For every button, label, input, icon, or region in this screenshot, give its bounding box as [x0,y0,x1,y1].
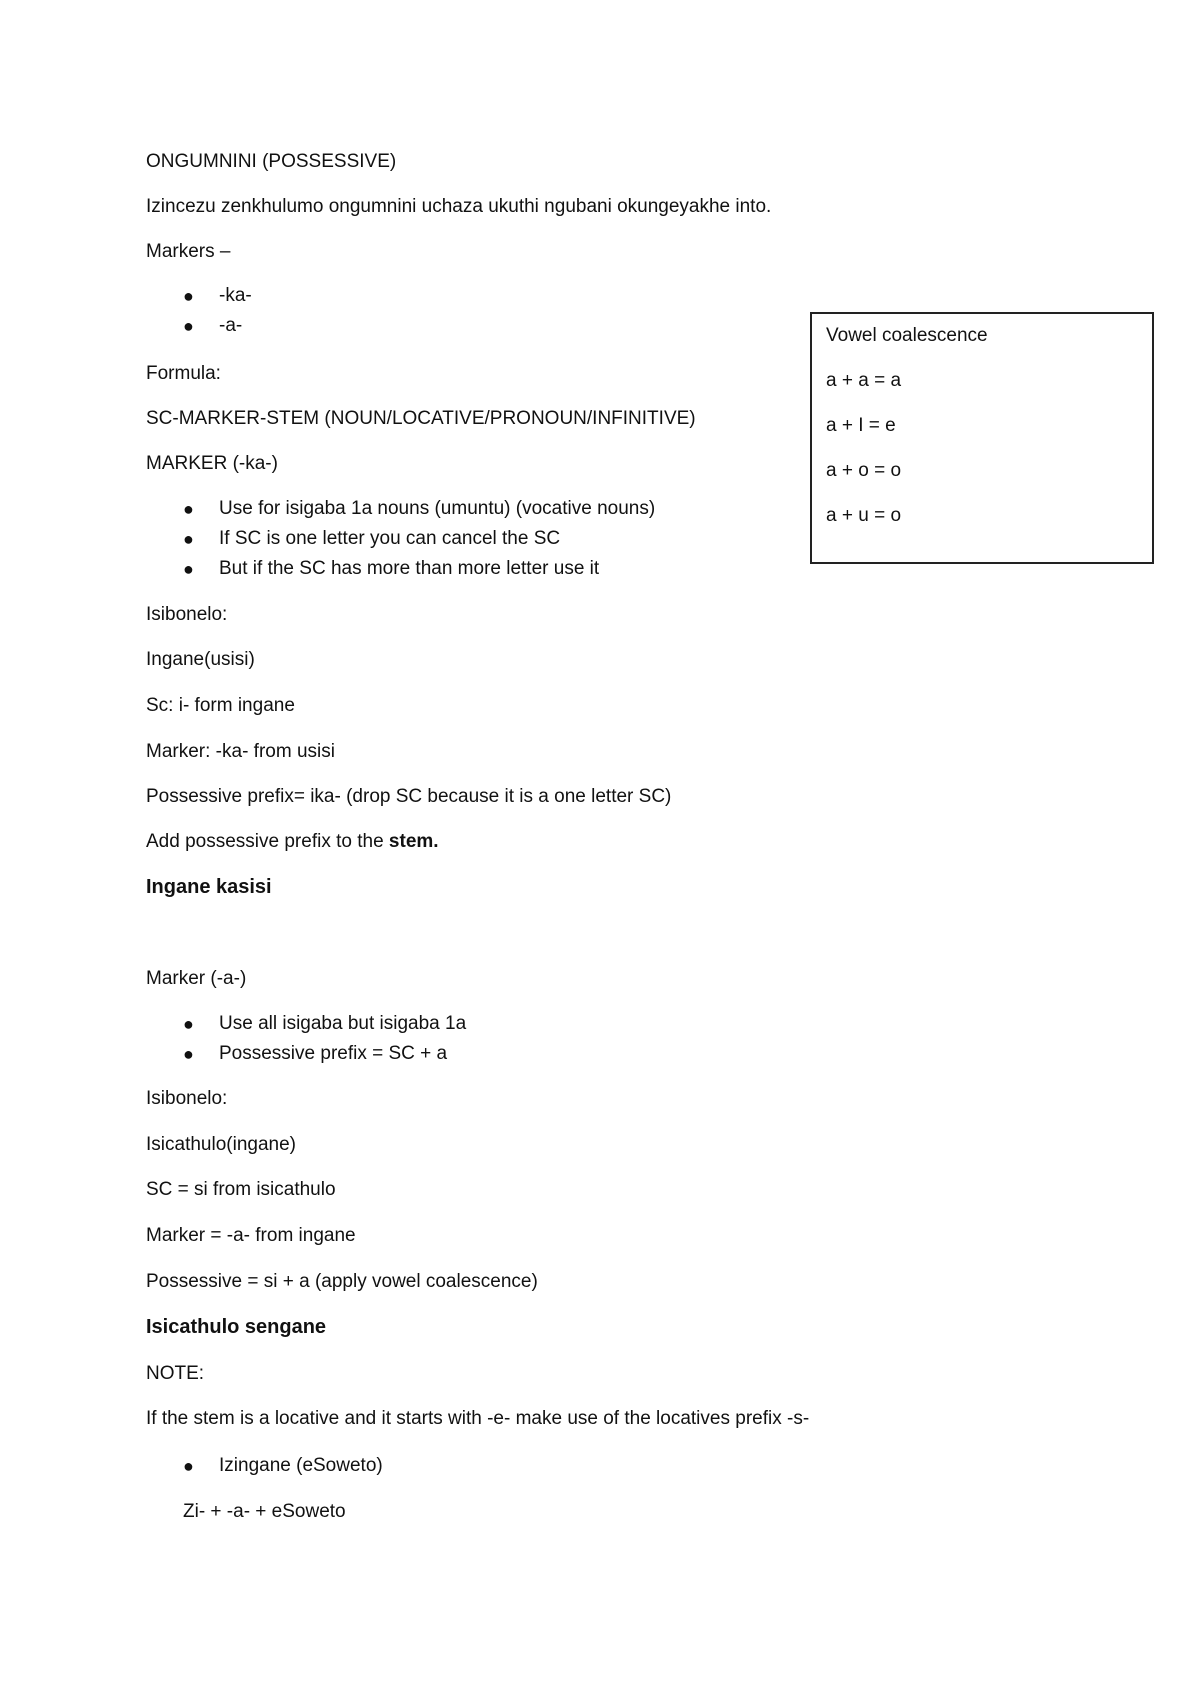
example-line: Sc: i- form ingane [146,695,295,716]
vowel-rule: a + o = o [826,460,902,481]
bullet-icon: ● [183,499,194,519]
add-prefix-text: Add possessive prefix to the [146,831,384,852]
bullet-icon: ● [183,316,194,336]
marker-a-heading: Marker (-a-) [146,968,247,989]
example-result: Ingane kasisi [146,876,272,898]
stem-word: stem. [388,831,439,852]
marker-ka-rule: Use for isigaba 1a nouns (umuntu) (vocative nouns) [219,498,656,519]
vowel-rule: a + I = e [826,415,896,436]
example-label: Isibonelo: [146,1088,228,1109]
bullet-icon: ● [183,286,194,306]
marker-item: -a- [219,315,243,336]
vowel-rule: a + a = a [826,370,902,391]
page-title: ONGUMNINI (POSSESSIVE) [146,151,397,172]
note-text: If the stem is a locative and it starts with -e- make use of the locatives prefix -s- [146,1408,810,1429]
bullet-icon: ● [183,1456,194,1476]
vowel-box-title: Vowel coalescence [826,325,988,346]
example-line: Isicathulo(ingane) [146,1134,296,1155]
bullet-icon: ● [183,1044,194,1064]
example-line: Possessive = si + a (apply vowel coalescence) [146,1271,538,1292]
bullet-icon: ● [183,529,194,549]
marker-item: -ka- [219,285,252,306]
note-bullet: Izingane (eSoweto) [219,1455,383,1476]
example-line: Marker: -ka- from usisi [146,741,335,762]
definition-text: Izincezu zenkhulumo ongumnini uchaza ukuthi ngubani okungeyakhe into. [146,196,772,217]
add-prefix-line [146,830,439,854]
vowel-rule: a + u = o [826,505,902,526]
marker-ka-rule: But if the SC has more than more letter use it [219,558,600,579]
marker-ka-heading: MARKER (-ka-) [146,453,278,474]
example-result: Isicathulo sengane [146,1316,327,1338]
note-label: NOTE: [146,1363,205,1384]
example-label: Isibonelo: [146,604,228,625]
vowel-coalescence-box [810,312,1154,564]
markers-label: Markers – [146,241,231,262]
example-line: Possessive prefix= ika- (drop SC because it is a one letter SC) [146,786,672,807]
example-line: Marker = -a- from ingane [146,1225,356,1246]
marker-ka-rule: If SC is one letter you can cancel the SC [219,528,561,549]
formula-text: SC-MARKER-STEM (NOUN/LOCATIVE/PRONOUN/INFINITIVE) [146,408,696,429]
bullet-icon: ● [183,1014,194,1034]
note-formula: Zi- + -a- + eSoweto [183,1501,346,1522]
bullet-icon: ● [183,559,194,579]
example-line: Ingane(usisi) [146,649,255,670]
marker-a-rule: Possessive prefix = SC + a [219,1043,448,1064]
marker-a-rule: Use all isigaba but isigaba 1a [219,1013,467,1034]
example-line: SC = si from isicathulo [146,1179,336,1200]
formula-label: Formula: [146,363,221,384]
